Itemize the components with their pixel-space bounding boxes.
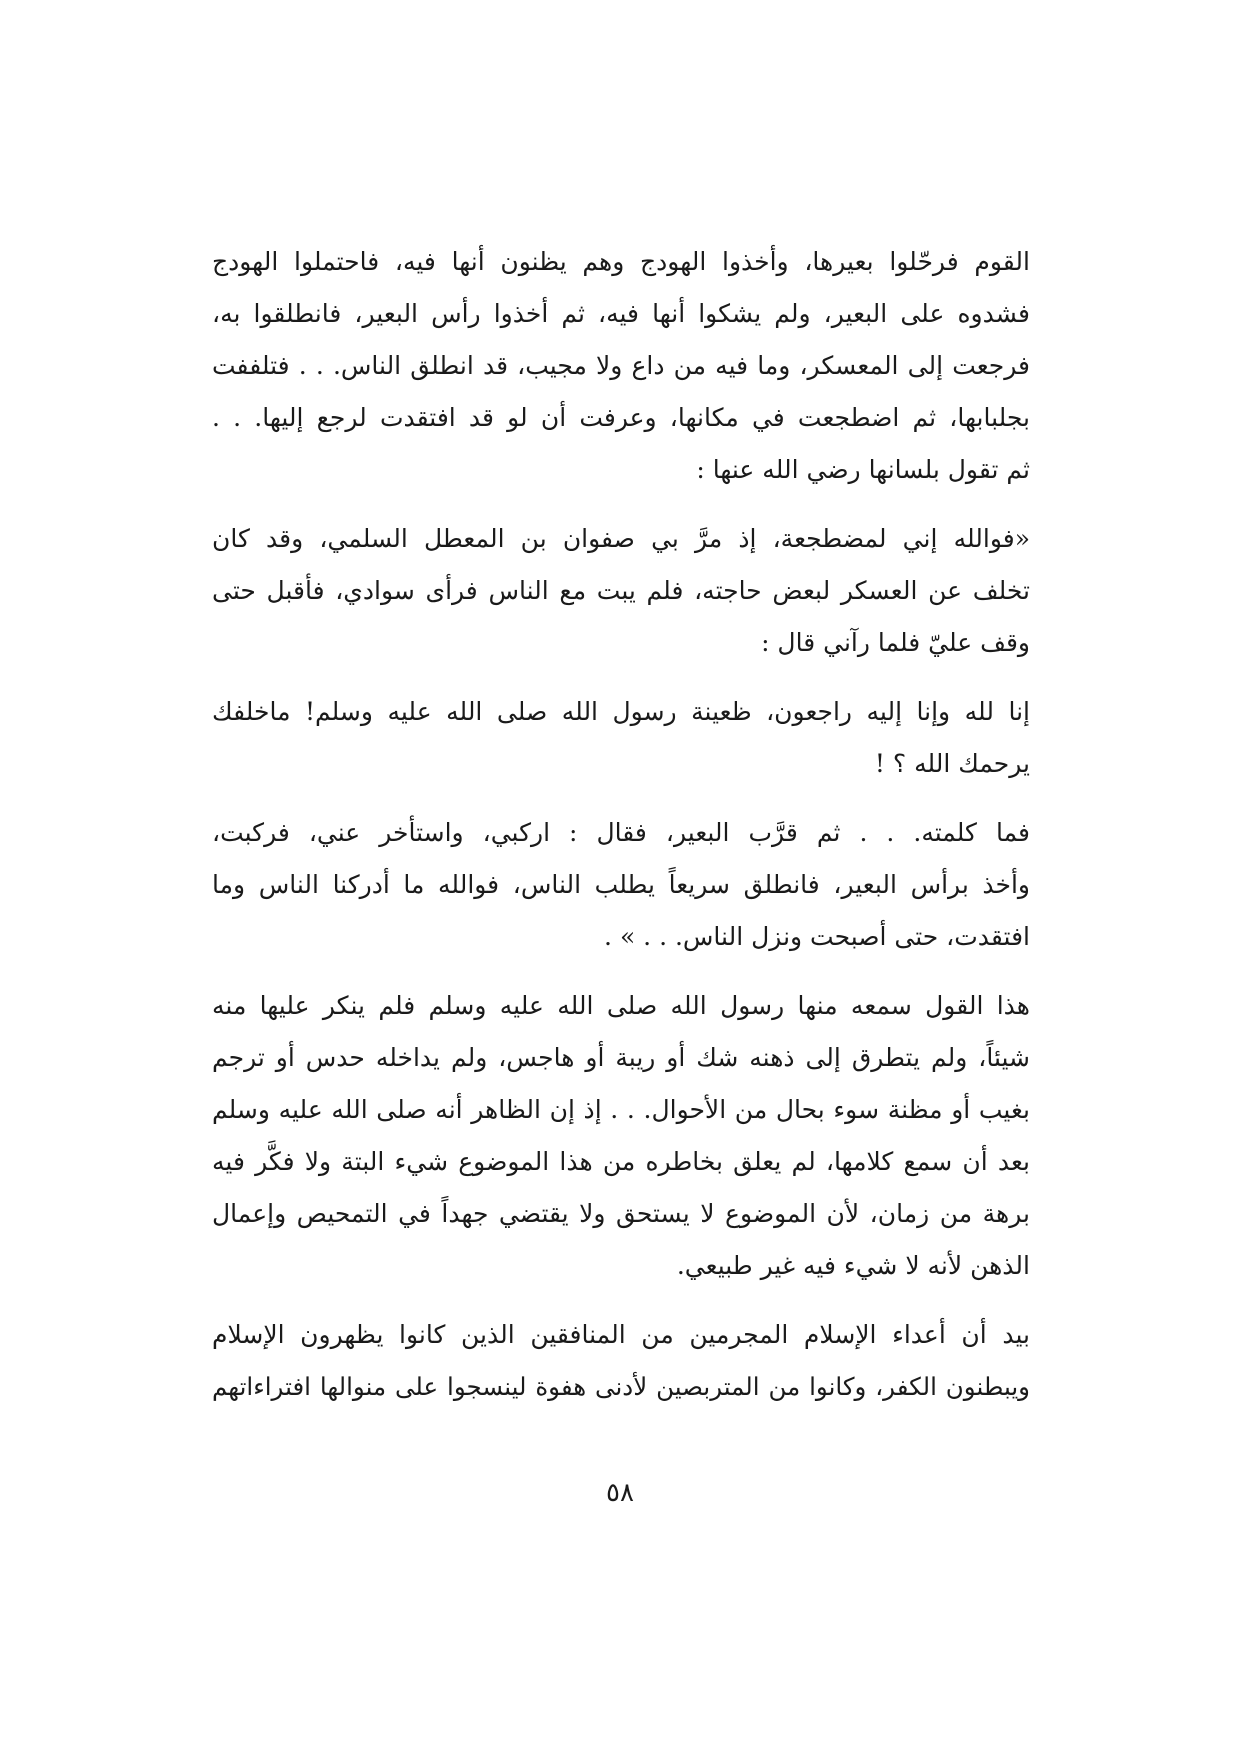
paragraph-2 [212,513,1030,669]
text-line: هذا القول سمعه منها رسول الله صلى الله عليه وسلم فلم ينكر عليها منه [212,991,1030,1020]
paragraph-4 [212,807,1030,963]
text-line: ثم تقول بلسانها رضي الله عنها : [696,455,1030,484]
text-line: افتقدت، حتى أصبحت ونزل الناس. . . » . [604,922,1030,951]
text-line: وأخذ برأس البعير، فانطلق سريعاً يطلب الناس، فوالله ما أدركنا الناس وما [212,870,1030,899]
text-line: تخلف عن العسكر لبعض حاجته، فلم يبت مع الناس فرأى سوادي، فأقبل حتى [212,576,1030,605]
text-line: القوم فرحّلوا بعيرها، وأخذوا الهودج وهم يظنون أنها فيه، فاحتملوا الهودج [212,247,1030,276]
text-line: فشدوه على البعير، ولم يشكوا أنها فيه، ثم أخذوا رأس البعير، فانطلقوا به، [212,299,1030,328]
text-line: ويبطنون الكفر، وكانوا من المتربصين لأدنى هفوة لينسجوا على منوالها افتراءاتهم [212,1372,1030,1401]
text-line: «فوالله إني لمضطجعة، إذ مرَّ بي صفوان بن المعطل السلمي، وقد كان [212,524,1030,553]
text-line: الذهن لأنه لا شيء فيه غير طبيعي. [676,1251,1030,1280]
text-line: بجلبابها، ثم اضطجعت في مكانها، وعرفت أن لو قد افتقدت لرجع إليها. . . [212,403,1031,432]
paragraph-3 [212,686,1030,790]
text-line: بيد أن أعداء الإسلام المجرمين من المنافقين الذين كانوا يظهرون الإسلام [212,1320,1030,1349]
paragraph-gap [212,496,1030,513]
text-line: فما كلمته. . . ثم قرَّب البعير، فقال : اركبي، واستأخر عني، فركبت، [212,818,1030,847]
text-line: برهة من زمان، لأن الموضوع لا يستحق ولا يقتضي جهداً في التمحيص وإعمال [212,1199,1030,1228]
paragraph-gap [212,963,1030,980]
text-line: إنا لله وإنا إليه راجعون، ظعينة رسول الله صلى الله عليه وسلم! ماخلفك [212,697,1030,726]
text-line: يرحمك الله ؟ ! [874,749,1030,778]
text-line: وقف عليّ فلما رآني قال : [761,628,1030,657]
text-line: بغيب أو مظنة سوء بحال من الأحوال. . . إذ إن الظاهر أنه صلى الله عليه وسلم [212,1095,1030,1124]
text-line: فرجعت إلى المعسكر، وما فيه من داع ولا مجيب، قد انطلق الناس. . . فتلففت [212,351,1030,380]
paragraph-6 [212,1309,1030,1413]
paragraph-gap [212,790,1030,807]
paragraph-gap [212,669,1030,686]
paragraph-1 [212,236,1030,496]
text-line: شيئاً، ولم يتطرق إلى ذهنه شك أو ريبة أو هاجس، ولم يداخله حدس أو ترجم [212,1043,1030,1072]
page-number: ٥٨ [606,1478,634,1508]
text-line: بعد أن سمع كلامها، لم يعلق بخاطره من هذا الموضوع شيء البتة ولا فكَّر فيه [212,1147,1030,1176]
paragraph-gap [212,1292,1030,1309]
paragraph-5 [212,980,1030,1292]
body-text [212,236,1030,1413]
